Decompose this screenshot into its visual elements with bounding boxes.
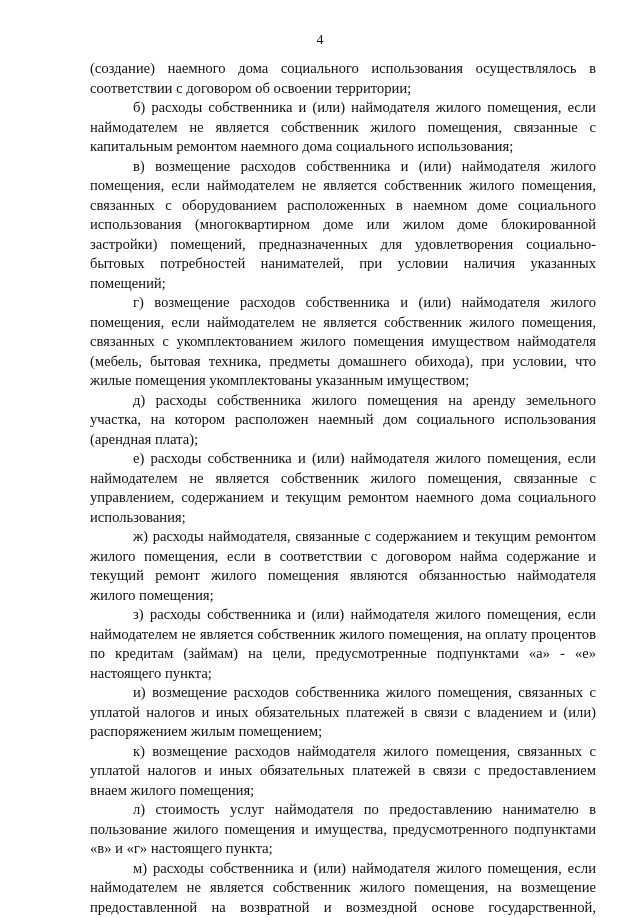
paragraph-item-i: и) возмещение расходов собственника жилого помещения, связанных с уплатой налогов и иных обязательных платежей в связи с владением и (или) распоряжением жилым помещением;: [90, 684, 596, 743]
paragraph-item-v: в) возмещение расходов собственника и (или) наймодателя жилого помещения, если наймодателем не является собственник жилого помещения, связанных с оборудованием расположенных в наемном доме социального использования (многоквартирном доме или жилом доме блокированной застройки) помещений, предназначенных для удовлетворения социально-бытовых потребностей нанимателей, при условии наличия указанных помещений;: [90, 158, 596, 295]
paragraph-item-d: д) расходы собственника жилого помещения на аренду земельного участка, на котором расположен наемный дом социального использования (арендная плата);: [90, 392, 596, 451]
document-body: [90, 60, 596, 918]
paragraph-item-l: л) стоимость услуг наймодателя по предоставлению нанимателю в пользование жилого помещения и имущества, предусмотренного подпунктами «в» и «г» настоящего пункта;: [90, 801, 596, 860]
paragraph-continuation: (создание) наемного дома социального использования осуществлялось в соответствии с договором об освоении территории;: [90, 60, 596, 99]
paragraph-item-e: е) расходы собственника и (или) наймодателя жилого помещения, если наймодателем не является собственник жилого помещения, связанные с управлением, содержанием и текущим ремонтом наемного дома социального использования;: [90, 450, 596, 528]
paragraph-item-m: м) расходы собственника и (или) наймодателя жилого помещения, если наймодателем не является собственник жилого помещения, на возмещение предоставленной на возвратной и возмездной основе государственной,: [90, 860, 596, 918]
paragraph-item-b: б) расходы собственника и (или) наймодателя жилого помещения, если наймодателем не является собственник жилого помещения, связанные с капитальным ремонтом наемного дома социального использования;: [90, 99, 596, 158]
paragraph-item-z: з) расходы собственника и (или) наймодателя жилого помещения, если наймодателем не является собственник жилого помещения, на оплату процентов по кредитам (займам) на цели, предусмотренные подпунктами «а» - «е» настоящего пункта;: [90, 606, 596, 684]
paragraph-item-g: г) возмещение расходов собственника и (или) наймодателя жилого помещения, если наймодателем не является собственник жилого помещения, связанных с укомплектованием жилого помещения имуществом наймодателя (мебель, бытовая техника, предметы домашнего обихода), при условии, что жилые помещения укомплектованы указанным имуществом;: [90, 294, 596, 392]
page-number: 4: [0, 33, 640, 49]
paragraph-item-k: к) возмещение расходов наймодателя жилого помещения, связанных с уплатой налогов и иных обязательных платежей в связи с предоставлением внаем жилого помещения;: [90, 743, 596, 802]
paragraph-item-zh: ж) расходы наймодателя, связанные с содержанием и текущим ремонтом жилого помещения, если в соответствии с договором найма содержание и текущий ремонт жилого помещения являются обязанностью наймодателя жилого помещения;: [90, 528, 596, 606]
